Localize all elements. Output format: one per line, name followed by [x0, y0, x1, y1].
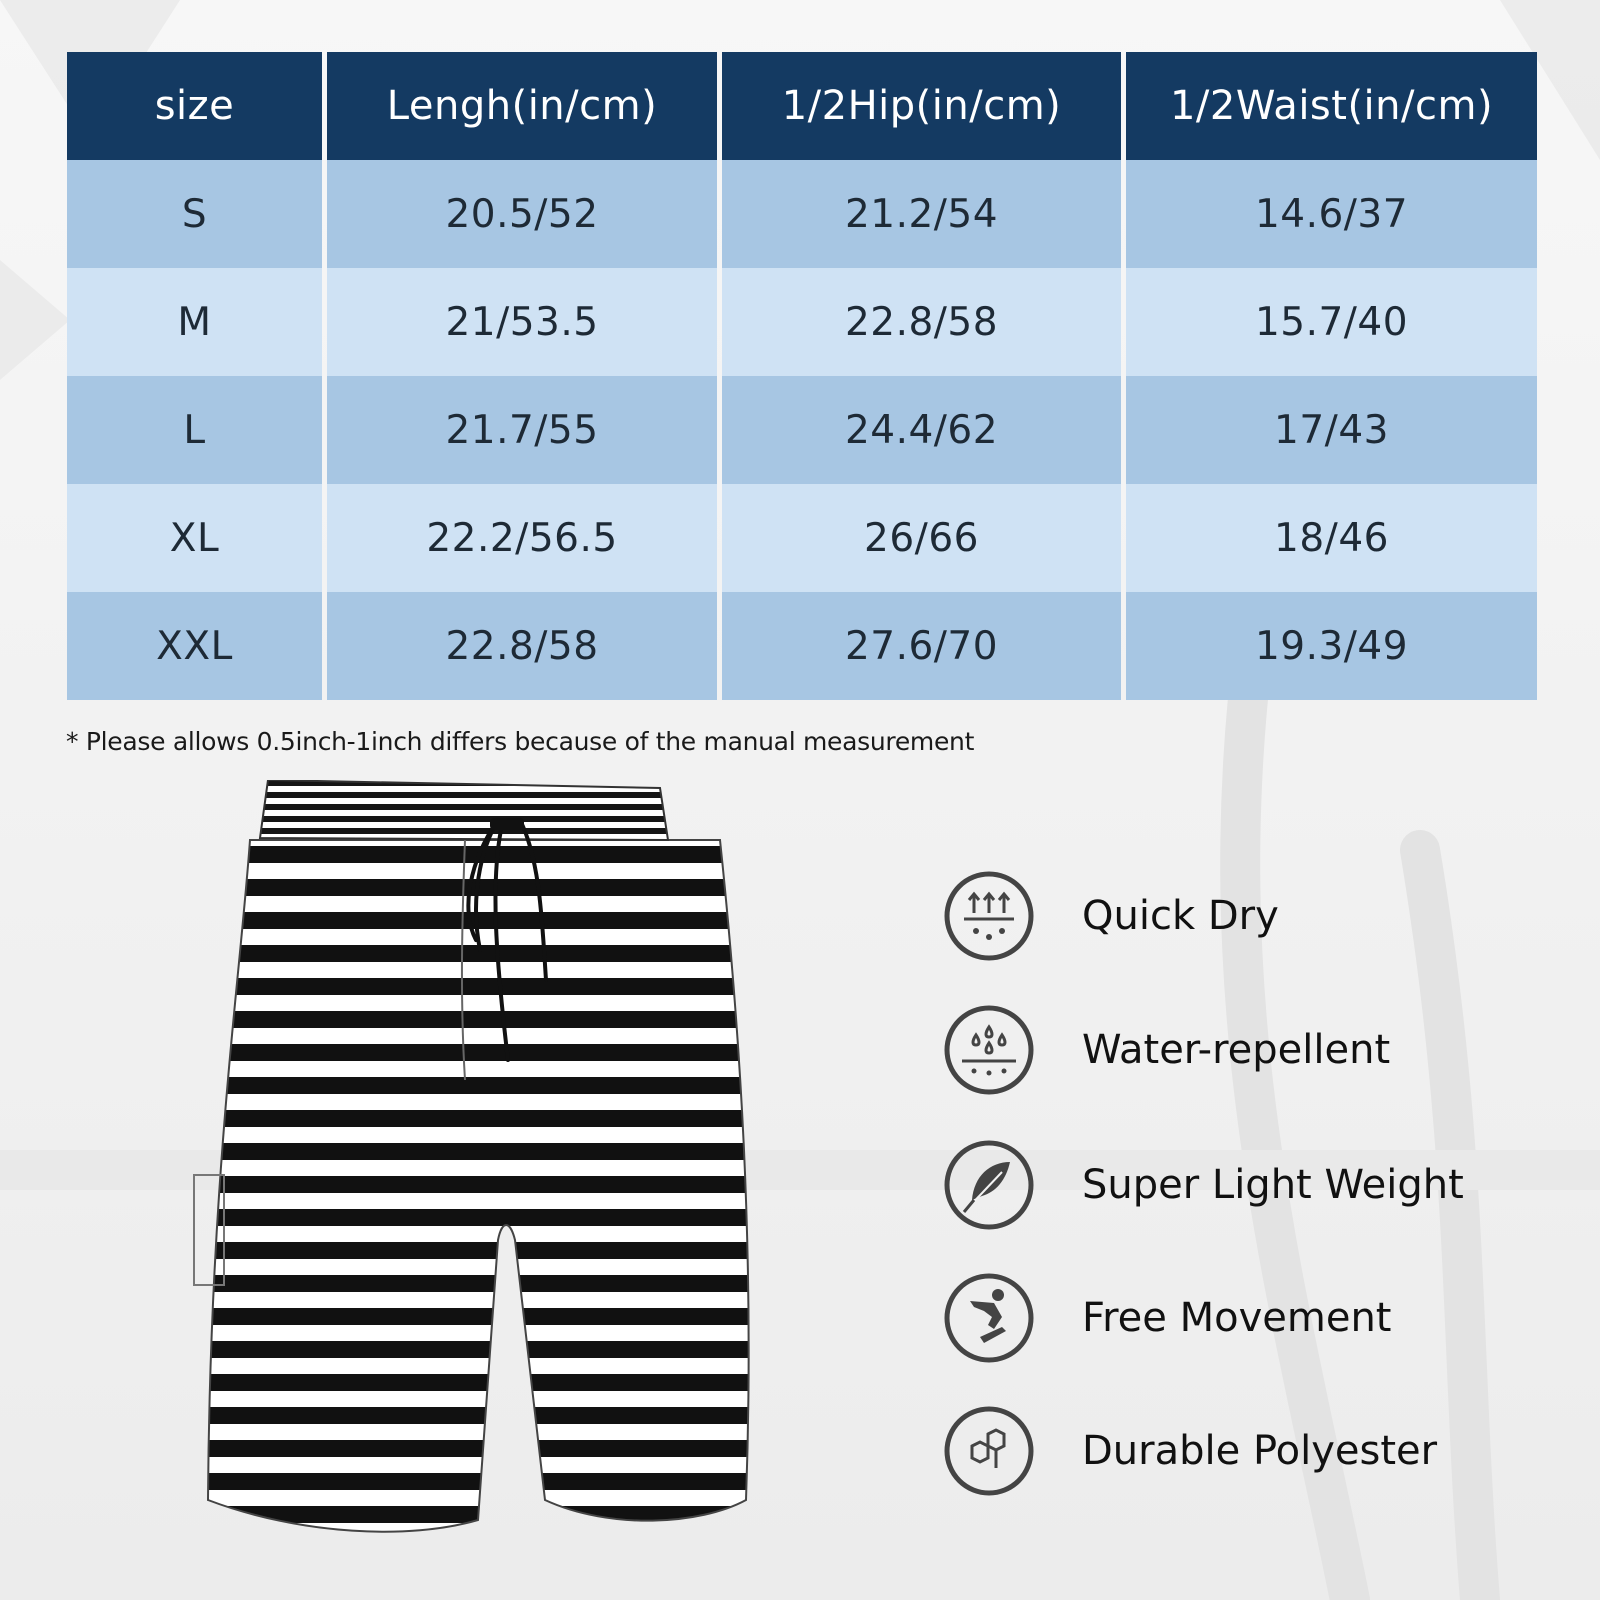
cell-hip: 22.8/58 [722, 268, 1121, 376]
feather-icon [944, 1140, 1034, 1230]
cell-size: S [67, 160, 322, 268]
feature-label: Super Light Weight [1082, 1162, 1464, 1208]
size-chart-table [67, 52, 1537, 700]
header-half-waist: 1/2Waist(in/cm) [1126, 52, 1537, 160]
cell-hip: 24.4/62 [722, 376, 1121, 484]
feature-label: Quick Dry [1082, 893, 1279, 939]
skateboarder-icon [944, 1273, 1034, 1363]
cell-length: 22.8/58 [327, 592, 717, 700]
striped-shorts-image [180, 780, 780, 1580]
cell-size: L [67, 376, 322, 484]
cell-size: M [67, 268, 322, 376]
cell-waist: 15.7/40 [1126, 268, 1537, 376]
cell-hip: 21.2/54 [722, 160, 1121, 268]
feature-item [944, 870, 1464, 962]
cell-hip: 27.6/70 [722, 592, 1121, 700]
cell-length: 22.2/56.5 [327, 484, 717, 592]
feature-label: Water-repellent [1082, 1027, 1391, 1073]
measurement-note: * Please allows 0.5inch-1inch differs because of the manual measurement [66, 727, 975, 756]
feature-item [944, 1004, 1464, 1096]
water-drops-icon [944, 1005, 1034, 1095]
quick-dry-icon [944, 871, 1034, 961]
header-half-hip: 1/2Hip(in/cm) [722, 52, 1121, 160]
cell-hip: 26/66 [722, 484, 1121, 592]
cell-waist: 17/43 [1126, 376, 1537, 484]
cell-size: XXL [67, 592, 322, 700]
feature-label: Free Movement [1082, 1295, 1392, 1341]
header-length: Lengh(in/cm) [327, 52, 717, 160]
cell-size: XL [67, 484, 322, 592]
hexagon-molecule-icon [944, 1406, 1034, 1496]
feature-item [944, 1139, 1464, 1231]
cell-length: 21.7/55 [327, 376, 717, 484]
cell-waist: 14.6/37 [1126, 160, 1537, 268]
feature-item [944, 1405, 1464, 1497]
feature-item [944, 1272, 1464, 1364]
cell-waist: 19.3/49 [1126, 592, 1537, 700]
cell-length: 20.5/52 [327, 160, 717, 268]
feature-label: Durable Polyester [1082, 1428, 1438, 1474]
cell-length: 21/53.5 [327, 268, 717, 376]
header-size: size [67, 52, 322, 160]
cell-waist: 18/46 [1126, 484, 1537, 592]
